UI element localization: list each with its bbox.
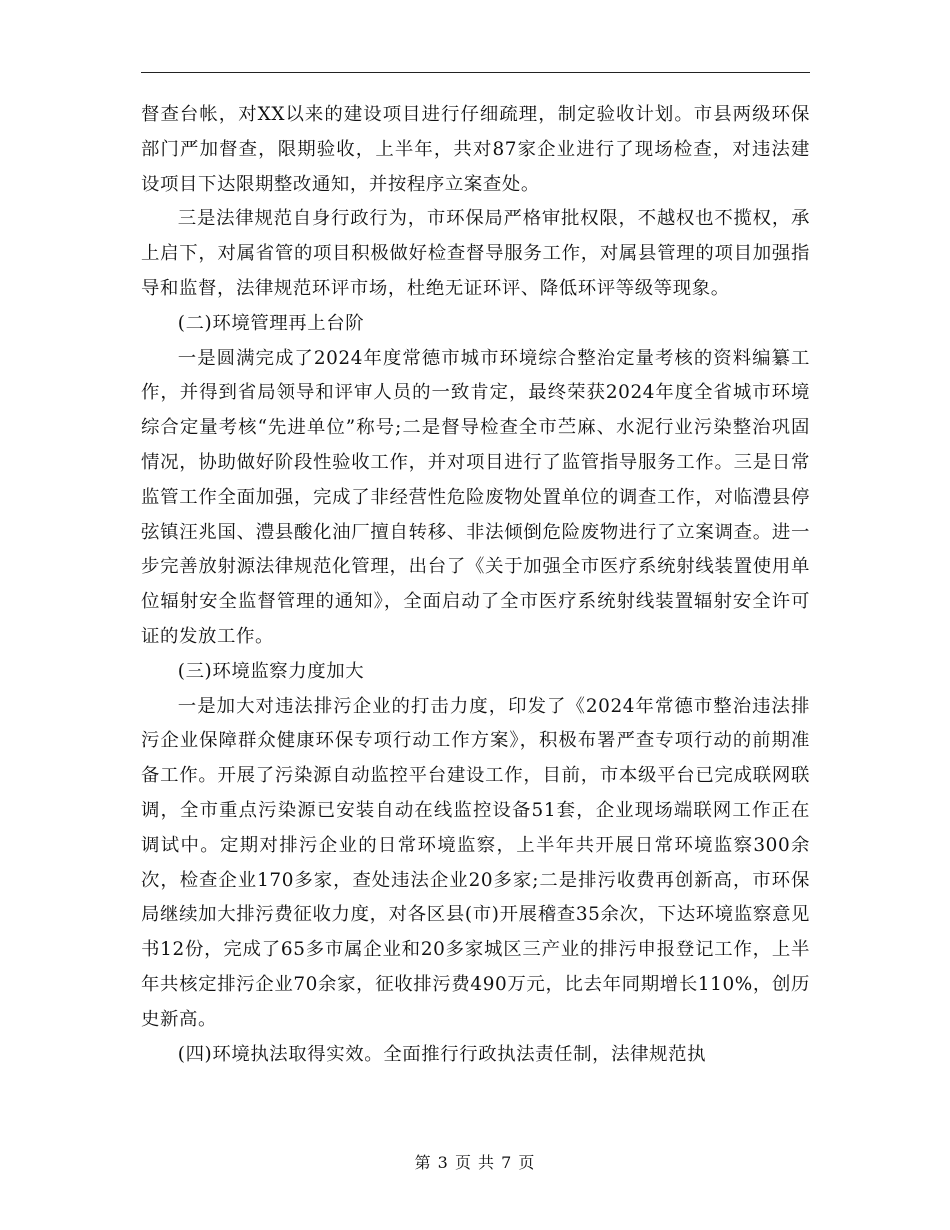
page-number-footer: 第 3 页 共 7 页 [414,1153,536,1172]
paragraph-1: 督查台帐，对XX以来的建设项目进行仔细疏理，制定验收计划。市县两级环保部门严加督查，限期验收，上半年，共对87家企业进行了现场检查，对违法建设项目下达限期整改通知，并按程序立案查处。 [141,104,810,195]
paragraph-4: 一是加大对违法排污企业的打击力度，印发了《2024年常德市整治违法排污企业保障群众健康环保专项行动工作方案》，积极布署严查专项行动的前期准备工作。开展了污染源自动监控平台建设工作，目前，市本级平台已完成联网联调，全市重点污染源已安装自动在线监控设备51套，企业现场端联网工作正在调试中。定期对排污企业的日常环境监察，上半年共开展日常环境监察300余次，检查企业170多家，查处违法企业20多家;二是排污收费再创新高，市环保局继续加大排污费征收力度，对各区县(市)开展稽查35余次，下达环境监察意见书12份，完成了65多市属企业和20多家城区三产业的排污申报登记工作，上半年共核定排污企业70余家，征收排污费490万元，比去年同期增长110%，创历史新高。 [141,695,810,1030]
document-body [141,98,810,1072]
paragraph-3: 一是圆满完成了2024年度常德市城市环境综合整治定量考核的资料编纂工作，并得到省局领导和评审人员的一致肯定，最终荣获2024年度全省城市环境综合定量考核“先进单位”称号;二是督导检查全市苎麻、水泥行业污染整治巩固情况，协助做好阶段性验收工作，并对项目进行了监管指导服务工作。三是日常监管工作全面加强，完成了非经营性危险废物处置单位的调查工作，对临澧县停弦镇汪兆国、澧县酸化油厂擅自转移、非法倾倒危险废物进行了立案调查。进一步完善放射源法律规范化管理，出台了《关于加强全市医疗系统射线装置使用单位辐射安全监督管理的通知》，全面启动了全市医疗系统射线装置辐射安全许可证的发放工作。 [141,347,810,647]
section-heading-3: (三)环境监察力度加大 [177,660,365,682]
section-heading-2: (二)环境管理再上台阶 [177,312,365,334]
paragraph-2: 三是法律规范自身行政行为，市环保局严格审批权限，不越权也不揽权，承上启下，对属省管的项目积极做好检查督导服务工作，对属县管理的项目加强指导和监督，法律规范环评市场，杜绝无证环评、降低环评等级等现象。 [141,208,810,299]
header-rule [141,72,810,73]
paragraph-5: (四)环境执法取得实效。全面推行行政执法责任制，法律规范执 [177,1043,707,1065]
